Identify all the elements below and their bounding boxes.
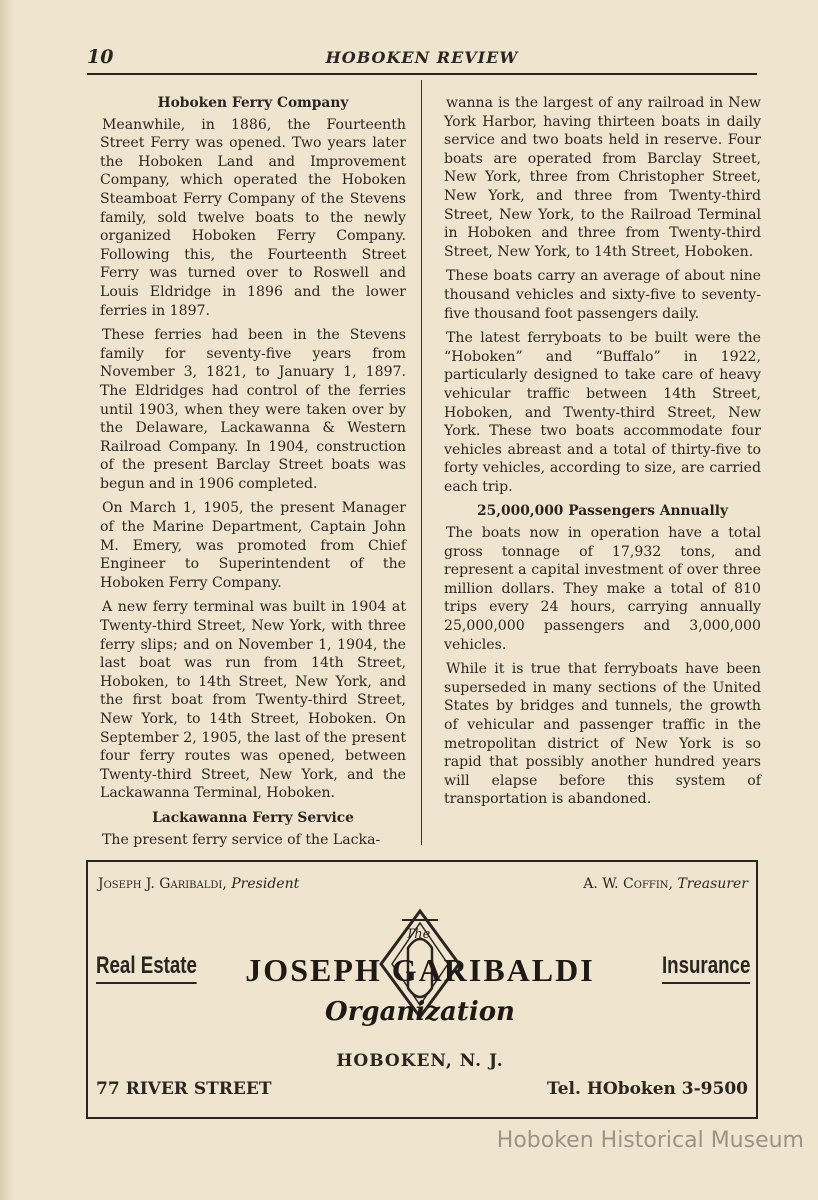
header-rule: [87, 73, 757, 75]
column-divider: [421, 80, 422, 845]
body-paragraph: While it is true that ferryboats have been superseded in many sections of the United States by bridges and tunnels, the growth of vehicular and passenger traffic in the metropolitan district of New York is so rapid that possibly another hundred years will elapse before this system of transportation is abandoned.: [444, 661, 761, 808]
insurance-label: Insurance: [662, 952, 750, 984]
page-number: 10: [87, 46, 114, 68]
section-heading: Lackawanna Ferry Service: [152, 809, 354, 826]
body-paragraph: Meanwhile, in 1886, the Fourteenth Street Ferry was opened. Two years later the Hoboken Land and Improvement Company, which operated the Hoboken Steamboat Ferry Company of the Stevens family, sold twelve boats to the newly organized Hoboken Ferry Company. Following this, the Fourteenth Street Ferry was turned over to Roswell and Louis Eldridge in 1896 and the lower ferries in 1897.: [100, 116, 406, 319]
president-credit: [98, 876, 299, 892]
emblem-text: The: [405, 927, 431, 942]
company-phone: Tel. HOboken 3-9500: [547, 1079, 748, 1099]
body-paragraph: On March 1, 1905, the present Manager of the Marine Department, Captain John M. Emery, was promoted from Chief Engineer to Superintendent of the Hoboken Ferry Company.: [100, 500, 406, 591]
company-name: JOSEPH GARIBALDI: [245, 952, 595, 988]
body-paragraph: These boats carry an average of about nine thousand vehicles and sixty-five to seventy-five thousand foot passengers daily.: [444, 268, 761, 322]
watermark: Hoboken Historical Museum: [496, 1128, 804, 1153]
section-heading: Hoboken Ferry Company: [157, 95, 349, 111]
president-name: Joseph J. Garibaldi,: [98, 876, 227, 892]
running-title: HOBOKEN REVIEW: [325, 48, 519, 67]
body-paragraph: These ferries had been in the Stevens family for seventy-five years from November 3, 1821, to January 1, 1897. The Eldridges had control of the ferries until 1903, when they were taken over by the Delaware, Lackawanna & Western Railroad Company. In 1904, construction of the present Barclay Street boats was begun and in 1906 completed.: [100, 327, 406, 492]
body-paragraph: The boats now in operation have a total gross tonnage of 17,932 tons, and represent a capital investment of over three million dollars. They make a total of 810 trips every 24 hours, carrying annually 25,000,000 passengers and 3,000,000 vehicles.: [444, 525, 761, 653]
body-paragraph: A new ferry terminal was built in 1904 at Twenty-third Street, New York, with three ferry slips; and on November 1, 1904, the last boat was run from 14th Street, Hoboken, to 14th Street, New York, and the first boat from Twenty-third Street, New York, to 14th Street, Hoboken. On September 2, 1905, the last of the present four ferry routes was opened, between Twenty-third Street, New York, and the Lackawanna Terminal, Hoboken.: [100, 599, 406, 802]
right-column: [444, 94, 761, 815]
body-paragraph: The present ferry service of the Lacka-: [102, 831, 381, 848]
treasurer-credit: [583, 876, 748, 892]
body-paragraph: The latest ferryboats to be built were the “Hoboken” and “Buffalo” in 1922, particularly designed to take care of heavy vehicular traffic between 14th Street, Hoboken, and Twenty-third Street, New York. These two boats accommodate four vehicles abreast and a total of thirty-five to forty vehicles, according to size, are carried each trip.: [444, 330, 761, 495]
company-suffix: Organization: [325, 997, 515, 1027]
company-city: HOBOKEN, N. J.: [336, 1051, 504, 1071]
page-edge-shadow: [0, 0, 14, 1200]
section-heading: 25,000,000 Passengers Annually: [477, 503, 728, 520]
advertisement-box: [86, 860, 758, 1119]
company-address: 77 RIVER STREET: [96, 1079, 272, 1099]
real-estate-label: Real Estate: [96, 952, 197, 984]
body-paragraph: wanna is the largest of any railroad in New York Harbor, having thirteen boats in daily service and two boats held in reserve. Four boats are operated from Barclay Street, New York, three from Christopher Street, New York, and three from Twenty-third Street, New York, to the Railroad Terminal in Hoboken and three from Twenty-third Street, New York, to 14th Street, Hoboken.: [444, 95, 761, 260]
page-header: [87, 46, 757, 72]
left-column: [100, 94, 406, 855]
president-title: President: [231, 876, 300, 892]
treasurer-title: Treasurer: [677, 876, 748, 892]
treasurer-name: A. W. Coffin,: [583, 876, 673, 892]
